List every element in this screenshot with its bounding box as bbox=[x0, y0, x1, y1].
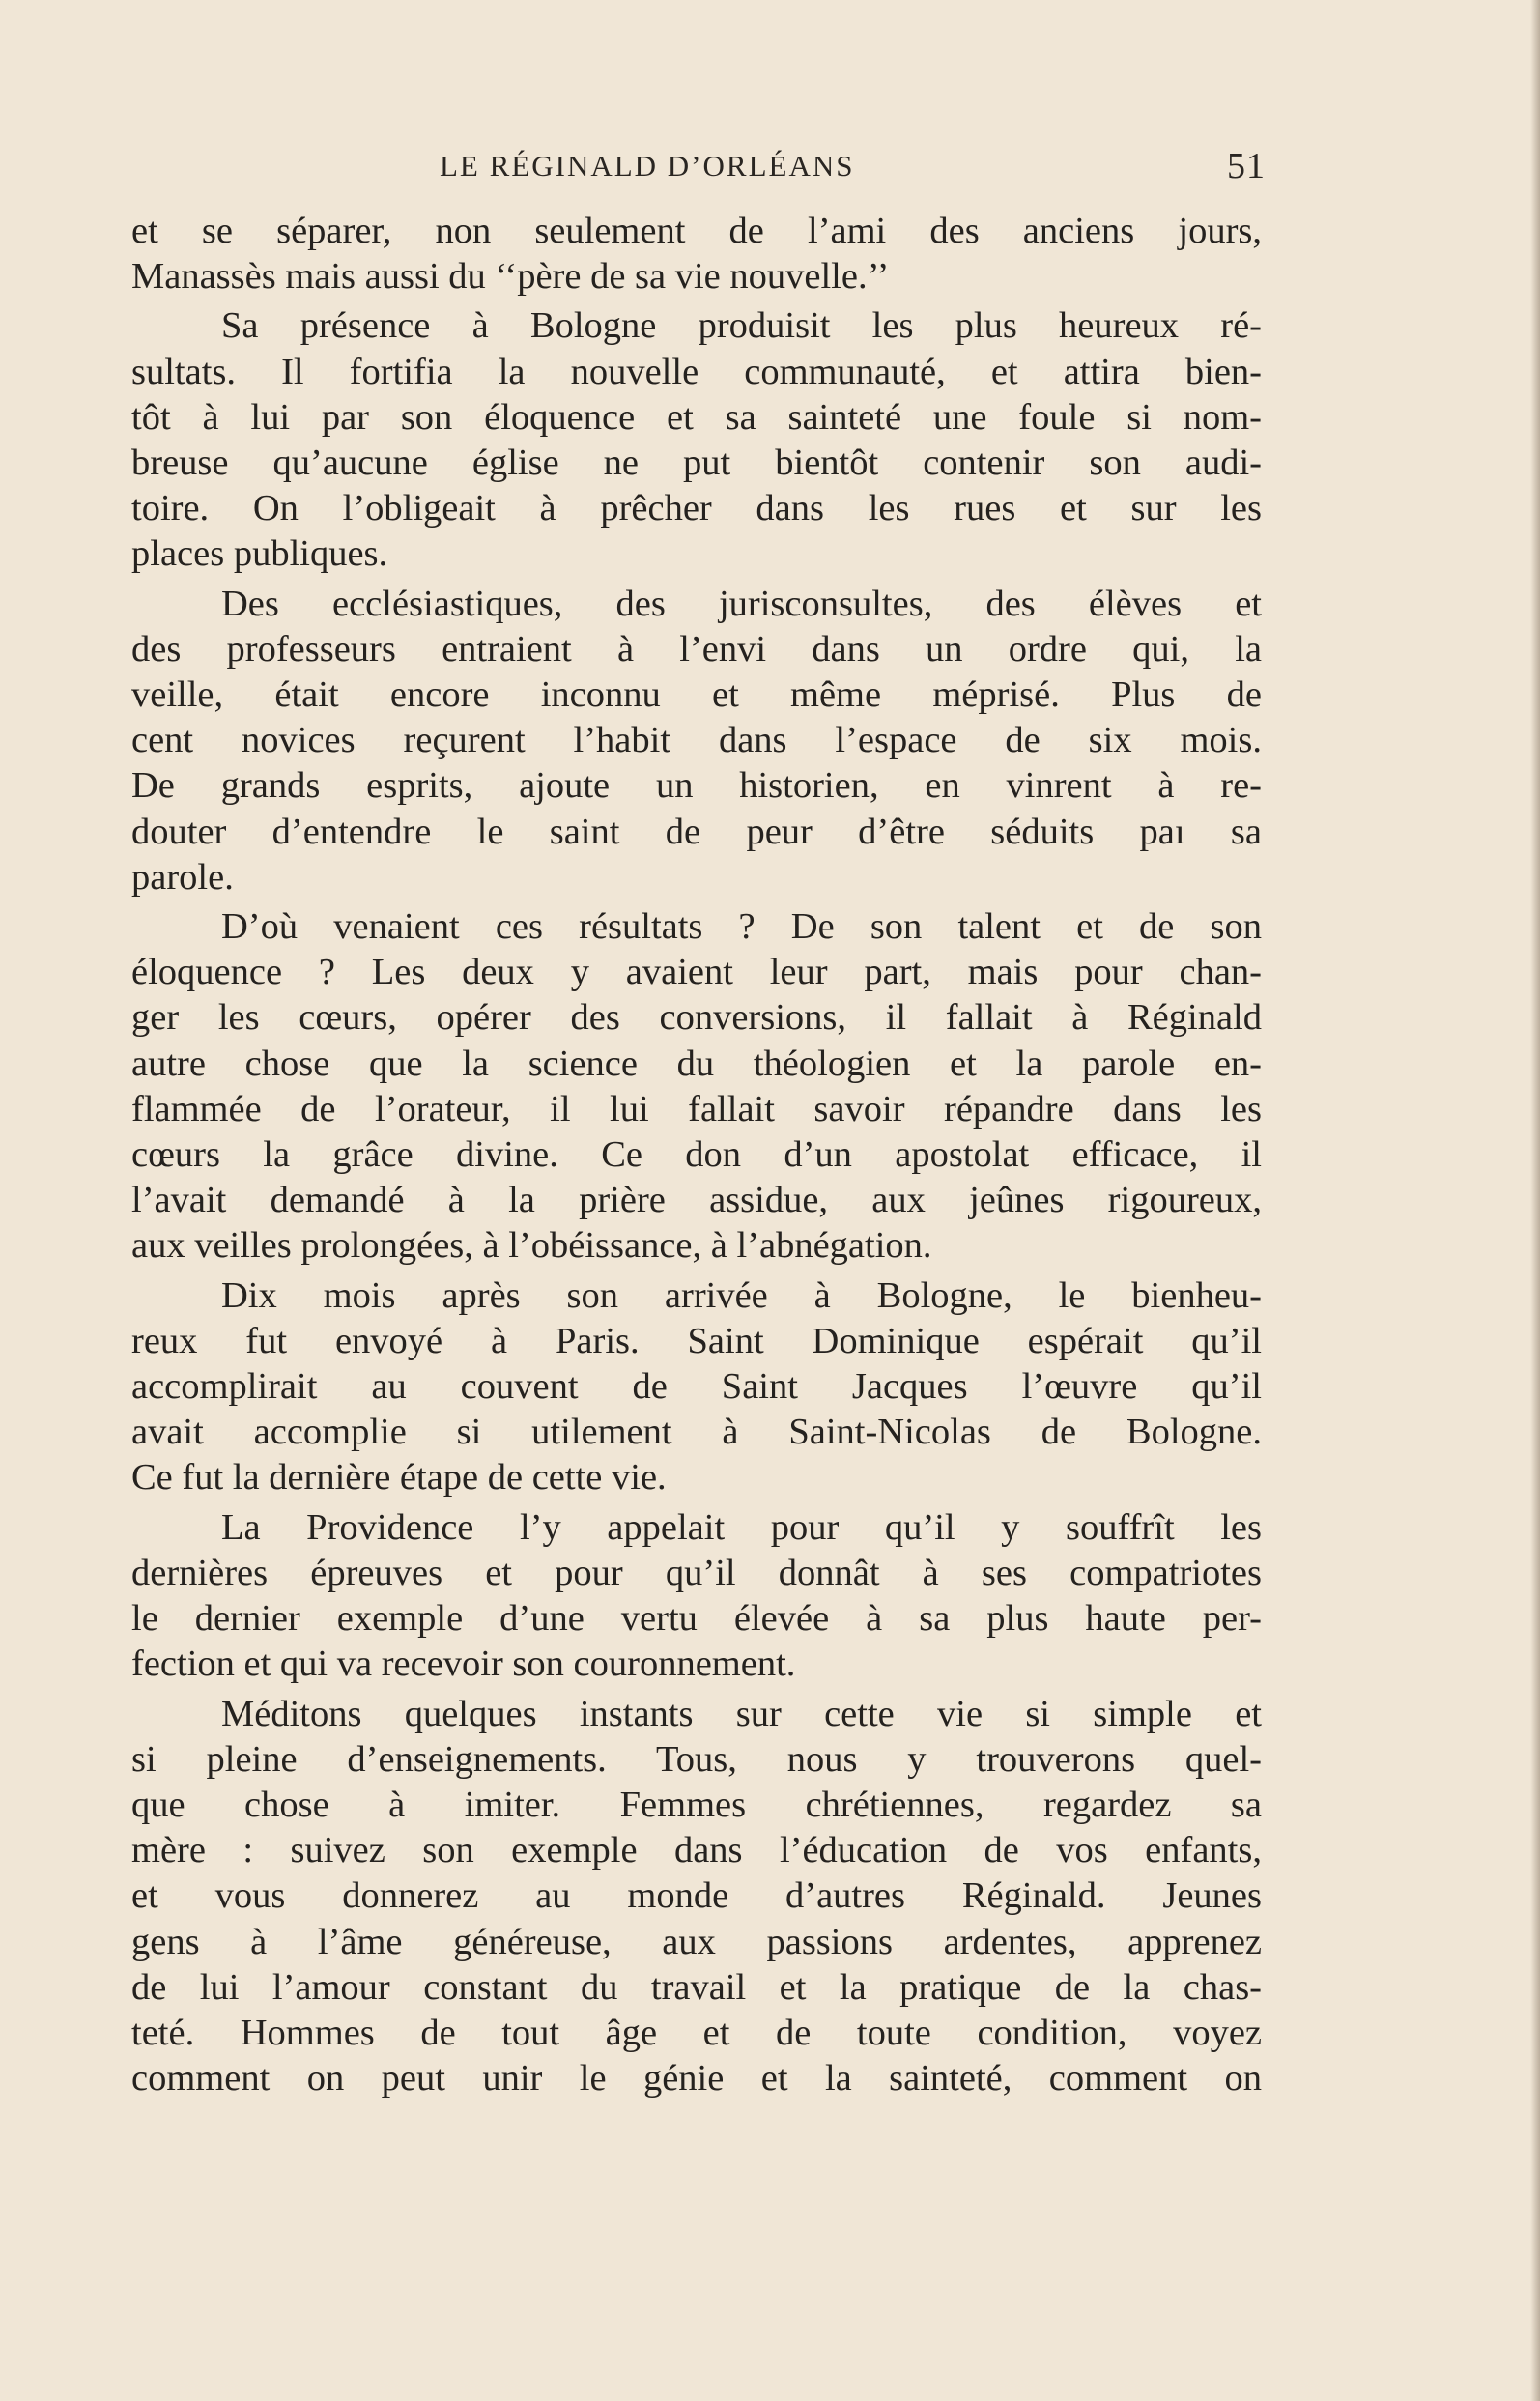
paragraph bbox=[131, 1273, 1262, 1501]
text-line: Sa présence à Bologne produisit les plus heureux ré- bbox=[221, 305, 1262, 347]
text-line: D’où venaient ces résultats ? De son talent et de son bbox=[221, 906, 1262, 948]
text-line: teté. Hommes de tout âge et de toute condition, voyez bbox=[131, 2012, 1262, 2053]
body-text bbox=[131, 209, 1262, 2105]
text-line: cœurs la grâce divine. Ce don d’un apostolat efficace, il bbox=[131, 1134, 1262, 1176]
text-line: De grands esprits, ajoute un historien, en vinrent à re- bbox=[131, 765, 1262, 807]
text-line: dernières épreuves et pour qu’il donnât à ses compatriotes bbox=[131, 1552, 1262, 1593]
text-line: ger les cœurs, opérer des conversions, il fallait à Réginald bbox=[131, 997, 1262, 1039]
text-line: aux veilles prolongées, à l’obéissance, à l’abnégation. bbox=[131, 1225, 932, 1267]
text-line: et vous donnerez au monde d’autres Réginald. Jeunes bbox=[131, 1875, 1262, 1917]
text-line: douter d’entendre le saint de peur d’être séduits paı sa bbox=[131, 811, 1262, 852]
text-line: le dernier exemple d’une vertu élevée à sa plus haute per- bbox=[131, 1598, 1262, 1640]
text-line: places publiques. bbox=[131, 533, 388, 575]
text-line: de lui l’amour constant du travail et la pratique de la chas- bbox=[131, 1966, 1262, 2008]
text-line: flammée de l’orateur, il lui fallait savoir répandre dans les bbox=[131, 1088, 1262, 1129]
text-line: éloquence ? Les deux y avaient leur part, mais pour chan- bbox=[131, 952, 1262, 993]
page-header bbox=[130, 145, 1266, 193]
text-line: parole. bbox=[131, 856, 234, 898]
text-line: Manassès mais aussi du ‘‘père de sa vie nouvelle.’’ bbox=[131, 256, 890, 298]
paragraph bbox=[131, 1505, 1262, 1688]
text-line: mère : suivez son exemple dans l’éducation de vos enfants, bbox=[131, 1830, 1262, 1872]
paragraph bbox=[131, 582, 1262, 900]
text-line: accomplirait au couvent de Saint Jacques l’œuvre qu’il bbox=[131, 1366, 1262, 1408]
text-line: avait accomplie si utilement à Saint-Nicolas de Bologne. bbox=[131, 1412, 1262, 1453]
text-line: La Providence l’y appelait pour qu’il y souffrît les bbox=[221, 1506, 1262, 1548]
text-line: Ce fut la dernière étape de cette vie. bbox=[131, 1457, 667, 1499]
text-line: breuse qu’aucune église ne put bientôt contenir son audi- bbox=[131, 443, 1262, 484]
text-line: des professeurs entraient à l’envi dans un ordre qui, la bbox=[131, 628, 1262, 670]
text-line: sultats. Il fortifia la nouvelle communauté, et attira bien- bbox=[131, 351, 1262, 392]
text-line: reux fut envoyé à Paris. Saint Dominique espérait qu’il bbox=[131, 1320, 1262, 1361]
paragraph bbox=[131, 1692, 1262, 2102]
paragraph bbox=[131, 303, 1262, 577]
text-line: l’avait demandé à la prière assidue, aux jeûnes rigoureux, bbox=[131, 1180, 1262, 1221]
text-line: Dix mois après son arrivée à Bologne, le bienheu- bbox=[221, 1274, 1262, 1316]
page-number: 51 bbox=[1227, 146, 1266, 186]
text-line: fection et qui va recevoir son couronnement. bbox=[131, 1644, 796, 1685]
text-line: que chose à imiter. Femmes chrétiennes, regardez sa bbox=[131, 1784, 1262, 1825]
text-line: comment on peut unir le génie et la sainteté, comment on bbox=[131, 2058, 1262, 2100]
text-line: veille, était encore inconnu et même méprisé. Plus de bbox=[131, 674, 1262, 716]
text-line: si pleine d’enseignements. Tous, nous y trouverons quel- bbox=[131, 1738, 1262, 1780]
text-line: autre chose que la science du théologien et la parole en- bbox=[131, 1043, 1262, 1084]
paragraph bbox=[131, 904, 1262, 1270]
running-title: LE RÉGINALD D’ORLÉANS bbox=[440, 149, 855, 183]
text-line: Méditons quelques instants sur cette vie si simple et bbox=[221, 1693, 1262, 1734]
page-edge-shadow bbox=[1530, 0, 1540, 2401]
paragraph bbox=[131, 209, 1262, 300]
text-line: Des ecclésiastiques, des jurisconsultes, des élèves et bbox=[221, 583, 1262, 624]
text-line: tôt à lui par son éloquence et sa sainteté une foule si nom- bbox=[131, 396, 1262, 438]
text-line: gens à l’âme généreuse, aux passions ardentes, apprenez bbox=[131, 1921, 1262, 1962]
text-line: toire. On l’obligeait à prêcher dans les rues et sur les bbox=[131, 488, 1262, 529]
text-line: et se séparer, non seulement de l’ami des anciens jours, bbox=[131, 211, 1262, 251]
text-line: cent novices reçurent l’habit dans l’espace de six mois. bbox=[131, 720, 1262, 761]
